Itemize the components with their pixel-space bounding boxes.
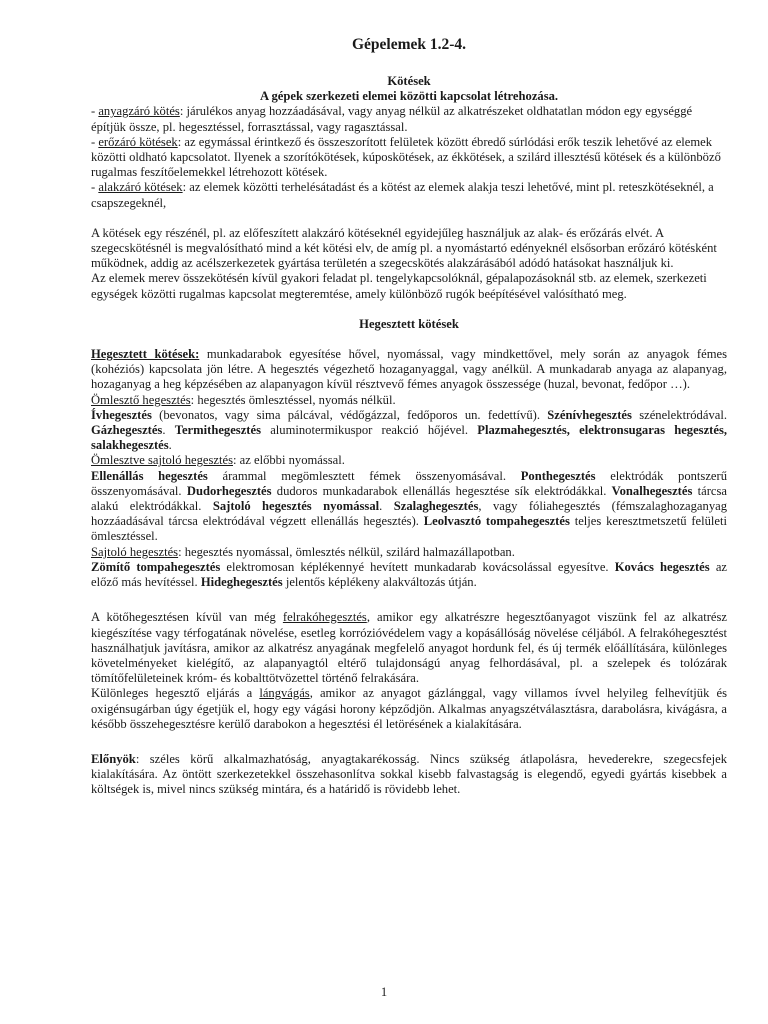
list-item-alakzaro: - alakzáró kötések: az elemek közötti terhelésátadást és a kötést az elemek alakja teszi lehetővé, mint pl. reteszkötéseknél, a csapszegeknél,: [91, 180, 714, 210]
paragraph-ellenallas: Ellenállás hegesztés árammal megömlesztett fémek összenyomásával. Ponthegesztés elektródák pontszerű összenyomásával. Dudorhegesztés dudoros munkadarabok ellenállás hegesztése sík elektródákkal. Vonalhegesztés tárcsa alakú elektródákkal. Sajtoló hegesztés nyomással. Szalaghegesztés, vagy fóliahegesztés (fémszalaghozaganyag hozzáadásával tárcsa elektródával végzett ellenállás hegesztés). Leolvasztó tompahegesztés teljes keresztmetszetű felületi ömlesztéssel.: [91, 468, 727, 544]
paragraph-langvagas: Különleges hegesztő eljárás a lángvágás, amikor az anyagot gázlánggal, vagy villamos ívvel helyileg felhevítjük és oxigénsugárban úgy égetjük el, hogy egy vágási horony képződjön. Alkalmas anyagszétválasztásra, darabolásra, kivágásra, a később összehegesztésre kerülő darabokon a hegesztési él letörésének a kialakítására.: [91, 686, 728, 731]
paragraph-kotesek-1: A kötések egy részénél, pl. az előfeszített alakzáró kötéseknél egyidejűleg használjuk az alak- és erőzárás elvét. A szegecskötésnél is megvalósítható mind a két kötési elv, de amíg pl. a nyomástartó edényeknél elsősorban erőzáró kötésként működnek, addig az acélszerkezetek gyártása területén a szegecskötés alakzárásából adódó hatásokat használjuk ki.: [91, 225, 717, 271]
term-erozaro: erőzáró kötések: [98, 134, 178, 149]
term-anyagzaro: anyagzáró kötés: [98, 104, 180, 119]
paragraph-kotesek-2: Az elemek merev összekötésén kívül gyakori feladat pl. tengelykapcsolóknál, gépalapozásoknál stb. az elemek, szerkezeti egységek közötti rugalmas kapcsolat megteremtése, amely különböző rugók beépítésével valósítható meg.: [91, 271, 707, 301]
paragraph-felrako: A kötőhegesztésen kívül van még felrakóhegesztés, amikor egy alkatrészre hegesztőanyagot viszünk fel az alkatrész kiegészítése vagy térfogatának növelése, esetleg korrózióvédelem vagy a kopásállóság növelése céljából. A felrakóhegesztést használhatjuk javításra, amikor az alkatrész anyagának megfelelő anyagot hordunk fel, és új termék előállítására, különleges követelményeket kielégítő, az alapanyagtól eltérő tulajdonságú anyag felhordásával, pl. a szelepek és tolózárak tömítőfelületeinek króm- és kobalttötvözettel történő felrakására.: [91, 610, 727, 686]
paragraph-sajtolo: Sajtoló hegesztés: hegesztés nyomással, ömlesztés nélkül, szilárd halmazállapotban.: [91, 544, 515, 559]
term-alakzaro: alakzáró kötések: [98, 180, 183, 195]
paragraph-zomito: Zömítő tompahegesztés elektromosan képlékennyé hevített munkadarab kovácsolással egyesítve. Kovács hegesztés az előző más hevítéssel. Hideghegesztés jelentős képlékeny alakváltozás útján.: [91, 559, 728, 590]
document-page: [91, 36, 727, 798]
section-heading-hegesztett: Hegesztett kötések: [359, 316, 459, 331]
page-title: Gépelemek 1.2-4.: [351, 36, 467, 53]
section-heading-kotesek: Kötések: [387, 74, 431, 88]
paragraph-ivhegesztes: Ívhegesztés (bevonatos, vagy sima pálcával, védőgázzal, fedőporos un. fedettívű). Szénívhegesztés szénelektródával. Gázhegesztés. Termithegesztés aluminotermikuspor reakció hőjével. Plazmahegesztés, elektronsugaras hegesztés, salakhegesztés.: [91, 407, 727, 453]
paragraph-elonyok: Előnyök: széles körű alkalmazhatóság, anyagtakarékosság. Nincs szükség átlapolásra, hevederekre, szegecsfejek kialakítására. Az öntött szerkezetekkel összehasonlítva sokkal kisebb falvastagság is elegendő, egyedi gyártás kisebbek a költségek is, mivel nincs szükség mintára, és a határidő is rövidebb lehet.: [91, 751, 727, 797]
paragraph-definition: Hegesztett kötések: munkadarabok egyesítése hővel, nyomással, vagy mindkettővel, mely során az anyagok fémes (kohéziós) kapcsolata jön létre. A hegesztés végezhető hozaganyaggal, vagy anélkül. A munkadarab anyaga az alapanyag, hozaganyag a heg képzésében az alapanyagon kívül résztvevő fémes anyagok összessége (huzal, bevonat, fedőpor …).: [91, 347, 728, 392]
page-number: 1: [380, 985, 388, 999]
paragraph-omlesztve-sajtolo: Ömlesztve sajtoló hegesztés: az előbbi nyomással.: [91, 453, 345, 468]
paragraph-omleszto: Ömlesztő hegesztés: hegesztés ömlesztéssel, nyomás nélkül.: [91, 392, 396, 407]
list-item-erozaro: - erőzáró kötések: az egymással érintkező és összeszorított felületek között ébredő súrlódási erők teszik lehetővé az elemek közötti oldható kapcsolatot. Ilyenek a szorítókötések, kúposkötések, az ékkötések, a szilárd illesztésű kötések és a különböző rugalmas feszítőelemekkel létrehozott kötések.: [91, 134, 721, 180]
list-item-anyagzaro: - anyagzáró kötés: járulékos anyag hozzáadásával, vagy anyag nélkül az alkatrészeket oldhatatlan módon egy egységgé építjük össze, pl. hegesztéssel, forrasztással, vagy ragasztással.: [91, 104, 693, 134]
section-subheading: A gépek szerkezeti elemei közötti kapcsolat létrehozása.: [259, 89, 559, 104]
